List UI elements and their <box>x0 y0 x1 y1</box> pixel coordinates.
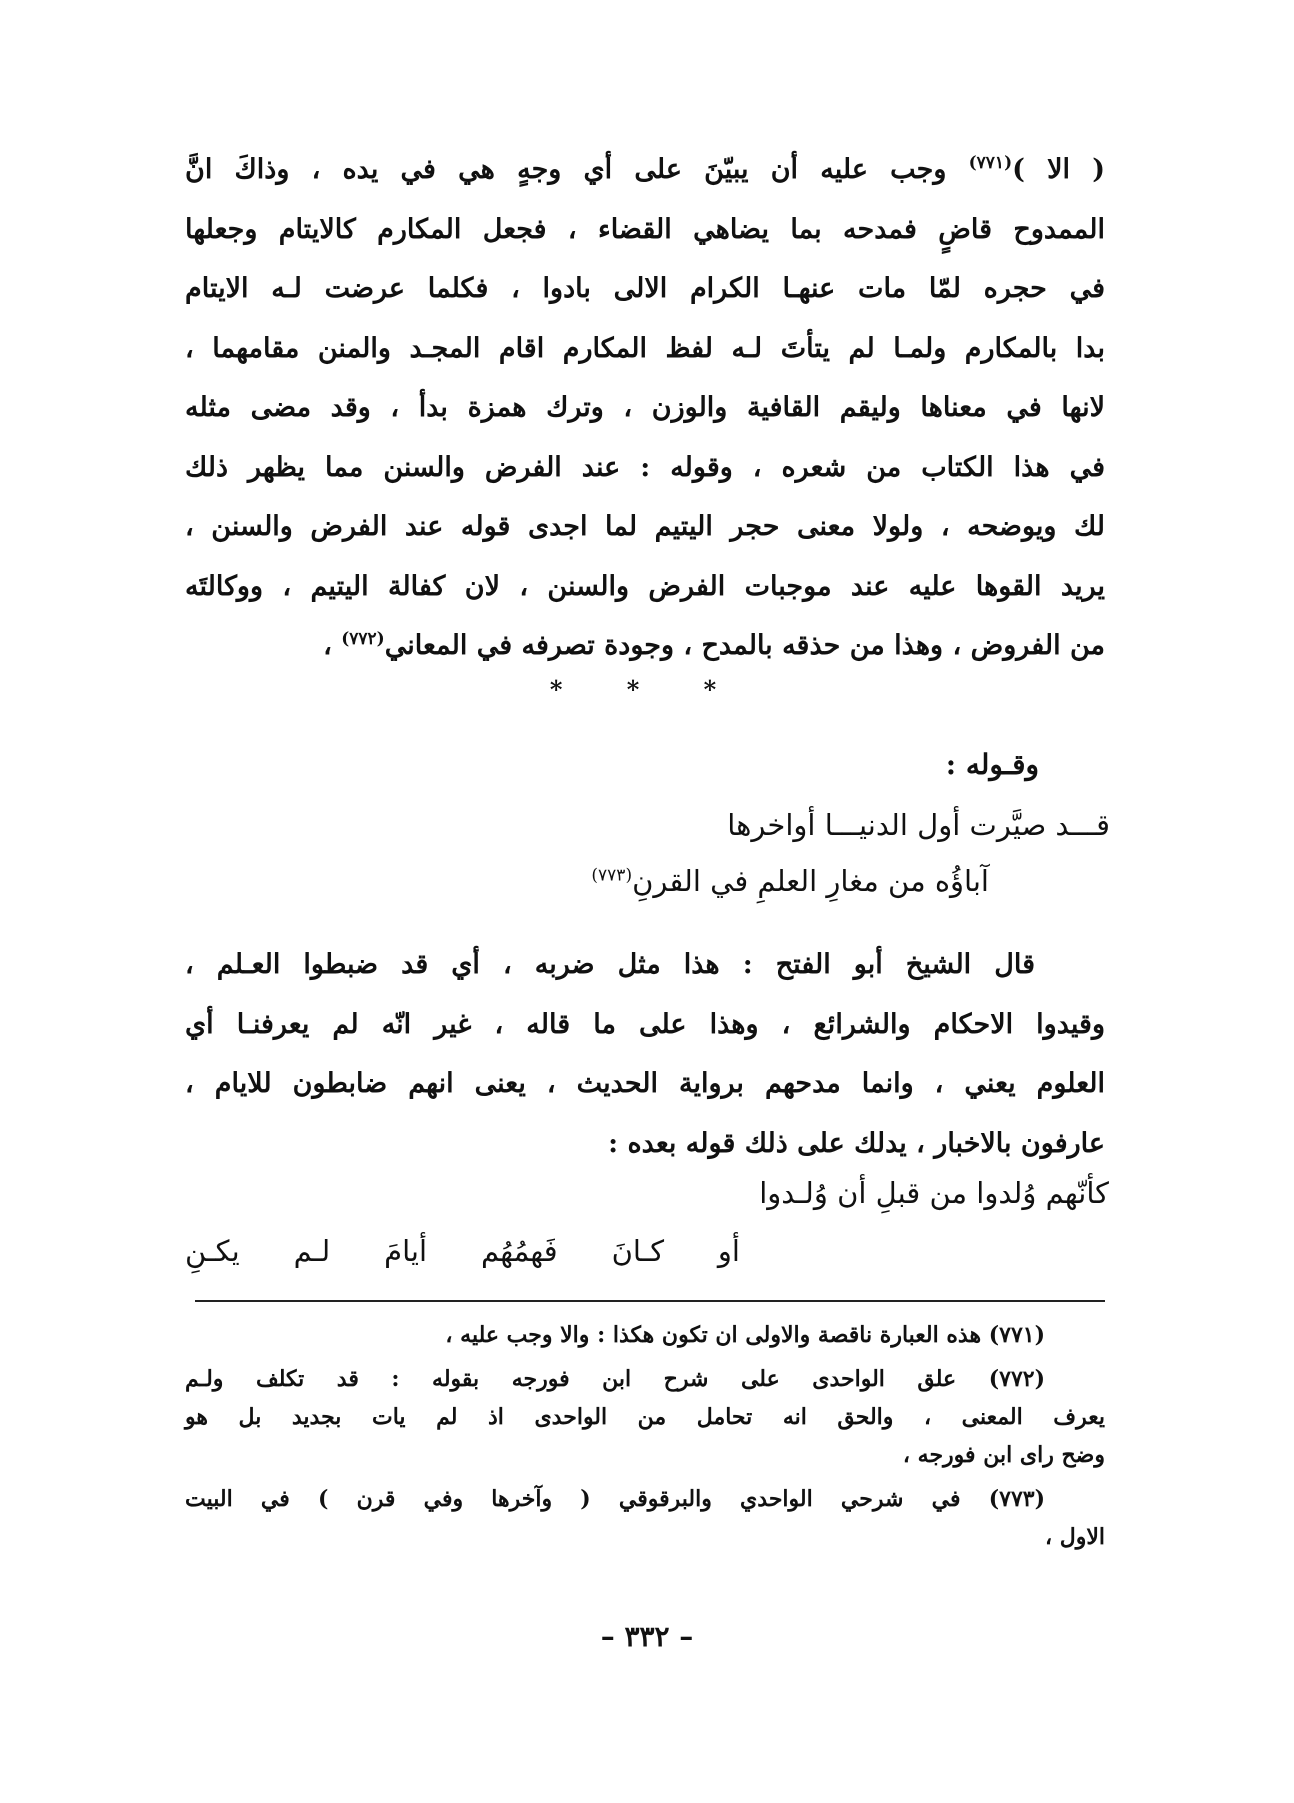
text-line <box>185 140 1105 200</box>
text-line: العلوم يعني ، وانما مدحهم برواية الحديث ، يعنى انهم ضابطون للايام ، <box>185 1068 1105 1099</box>
footnote-ref[interactable]: (٧٧١) <box>968 153 1013 173</box>
footnote-line: الاول ، <box>1044 1524 1105 1550</box>
footnote-ref[interactable]: (٧٧٢) <box>341 629 385 649</box>
text-line: يريد القوها عليه عند موجبات الفرض والسنن ، لان كفالة اليتيم ، ووكالتَه <box>185 570 1105 602</box>
text-line: بدا بالمكارم ولمـا لم يتأتَ لـه لفظ المكارم اقام المجـد والمنن مقامهما ، <box>185 332 1105 364</box>
verse-hemistich: أو كـانَ فَهمُهُم أيامَ لـم يكـنِ <box>185 1234 740 1268</box>
text-line <box>185 616 1105 676</box>
footnote <box>185 1480 1105 1556</box>
footnote-line: (٧٧٣) في شرحي الواحدي والبرقوقي ( وآخرها وفي قرن ) في البيت <box>185 1486 1045 1512</box>
text-fragment: ( الا ) <box>1012 154 1105 185</box>
footnote <box>185 1316 1105 1354</box>
text-line: في حجره لمّا مات عنهـا الكرام الالى بادوا ، فكلما عرضت لـه الايتام <box>185 273 1105 304</box>
text-fragment: من الفروض ، وهذا من حذقه بالمدح ، وجودة تصرفه في المعاني <box>384 630 1105 661</box>
text-line: في هذا الكتاب من شعره ، وقوله : عند الفرض والسنن مما يظهر ذلك <box>185 451 1106 483</box>
verse-intro: وقـوله : <box>945 748 1039 781</box>
text-fragment: ، <box>323 630 332 661</box>
text-line: لك ويوضحه ، ولولا معنى حجر اليتيم لما اجدى قوله عند الفرض والسنن ، <box>185 511 1105 542</box>
footnote-ref[interactable]: (٧٧٣) <box>591 865 633 886</box>
text-line: عارفون بالاخبار ، يدلك على ذلك قوله بعده : <box>608 1127 1105 1159</box>
footnote-line: يعرف المعنى ، والحق انه تحامل من الواحدى اذ لم يات بجديد بل هو <box>185 1404 1105 1430</box>
verse-hemistich: كأنّهم وُلدوا من قبلِ أن وُلـدوا <box>759 1176 1109 1210</box>
commentary-paragraph <box>185 140 1105 676</box>
text-line: قال الشيخ أبو الفتح : هذا مثل ضربه ، أي قد ضبطوا العـلم ، <box>185 949 1035 980</box>
verse-hemistich: قـــد صيَّرت أول الدنيـــا أواخرها <box>727 808 1110 842</box>
text-fragment: وجب عليه أن يبيّنَ على أي وجهٍ هي في يده ، وذاكَ انَّ <box>185 154 947 185</box>
footnotes <box>185 1316 1105 1562</box>
section-divider-stars: * * * <box>549 675 745 704</box>
verse-hemistich <box>591 864 989 898</box>
footnote-line: (٧٧٢) علق الواحدى على شرح ابن فورجه بقوله : قد تكلف ولـم <box>185 1366 1045 1392</box>
footnote-line: وضح راى ابن فورجه ، <box>902 1442 1105 1468</box>
page-number: – ٣٣٢ – <box>600 1620 694 1653</box>
footnote <box>185 1360 1105 1474</box>
text-line: الممدوح قاضٍ فمدحه بما يضاهي القضاء ، فجعل المكارم كالايتام وجعلها <box>185 213 1105 245</box>
text-line: وقيدوا الاحكام والشرائع ، وهذا على ما قاله ، غير انّه لم يعرفنـا أي <box>185 1008 1105 1040</box>
commentary-paragraph <box>185 935 1105 1173</box>
text-line: لانها في معناها وليقم القافية والوزن ، وترك همزة بدأ ، وقد مضى مثله <box>185 392 1105 423</box>
text-fragment: آباؤُه من مغارِ العلمِ في القرنِ <box>632 864 989 898</box>
footnote-separator <box>195 1300 1105 1302</box>
footnote-line: (٧٧١) هذه العبارة ناقصة والاولى ان تكون هكذا : والا وجب عليه ، <box>445 1322 1045 1348</box>
